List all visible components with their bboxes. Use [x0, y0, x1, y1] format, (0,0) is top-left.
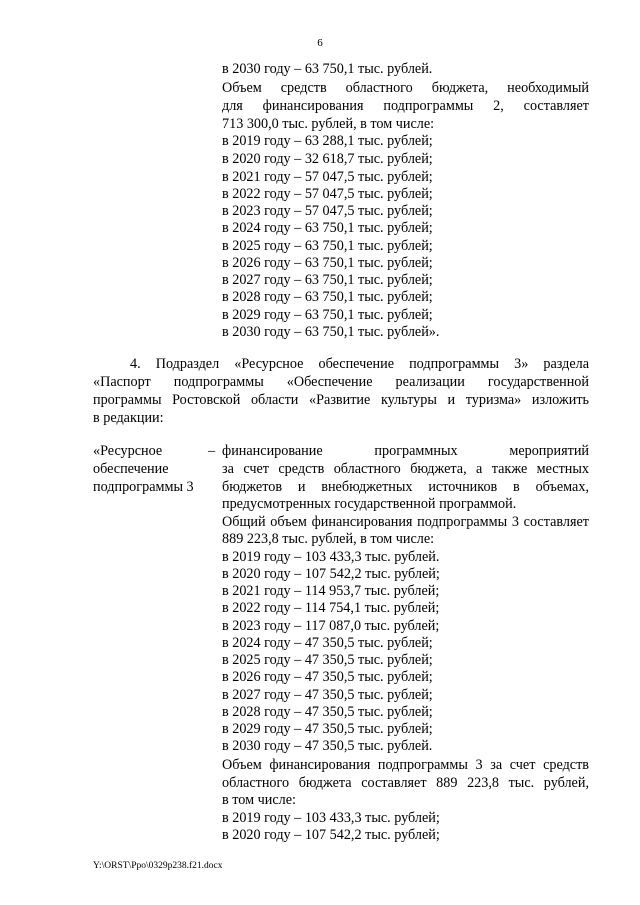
text-line: в 2025 году – 63 750,1 тыс. рублей; — [222, 238, 433, 254]
text-line: в 2022 году – 114 754,1 тыс. рублей; — [222, 600, 440, 616]
text-line: в 2020 году – 32 618,7 тыс. рублей; — [222, 151, 433, 167]
text-line: финансирование программных мероприятий — [222, 443, 589, 459]
text-line: в 2024 году – 47 350,5 тыс. рублей; — [222, 635, 433, 651]
text-line: Общий объем финансирования подпрограммы 3 составляет — [222, 514, 589, 530]
text-line: в 2021 году – 57 047,5 тыс. рублей; — [222, 169, 433, 185]
text-line: Объем финансирования подпрограммы 3 за счет средств — [222, 757, 589, 773]
text-line: в 2021 году – 114 953,7 тыс. рублей; — [222, 583, 440, 599]
text-line: в том числе: — [222, 792, 296, 808]
text-line: для финансирования подпрограммы 2, составляет — [222, 98, 589, 114]
page-number: 6 — [317, 37, 323, 49]
text-line: в 2020 году – 107 542,2 тыс. рублей; — [222, 827, 440, 843]
text-line: в 2027 году – 47 350,5 тыс. рублей; — [222, 687, 433, 703]
label-line: «Ресурсное — [93, 443, 163, 459]
text-line: предусмотренных государственной программой. — [222, 496, 517, 512]
text-line: в 2030 году – 47 350,5 тыс. рублей. — [222, 738, 433, 754]
text-line: «Паспорт подпрограммы «Обеспечение реализации государственной — [93, 374, 589, 390]
text-line: в редакции: — [93, 410, 164, 426]
text-line: бюджетов и внебюджетных источников в объемах, — [222, 479, 589, 495]
text-line: областного бюджета составляет 889 223,8 тыс. рублей, — [222, 775, 589, 791]
text-line: в 2026 году – 63 750,1 тыс. рублей; — [222, 255, 433, 271]
label-line: подпрограммы 3 — [93, 479, 194, 495]
text-line: в 2030 году – 63 750,1 тыс. рублей». — [222, 324, 440, 340]
text-line: в 2028 году – 47 350,5 тыс. рублей; — [222, 704, 433, 720]
text-line: в 2023 году – 57 047,5 тыс. рублей; — [222, 203, 433, 219]
text-line: в 2028 году – 63 750,1 тыс. рублей; — [222, 289, 433, 305]
text-line: в 2024 году – 63 750,1 тыс. рублей; — [222, 220, 433, 236]
text-line: 889 223,8 тыс. рублей, в том числе: — [222, 531, 435, 547]
text-line: в 2029 году – 47 350,5 тыс. рублей; — [222, 721, 433, 737]
text-line: в 2026 году – 47 350,5 тыс. рублей; — [222, 669, 433, 685]
text-line: в 2019 году – 103 433,3 тыс. рублей; — [222, 810, 440, 826]
text-line: 4. Подраздел «Ресурсное обеспечение подпрограммы 3» раздела — [130, 356, 589, 372]
text-line: в 2019 году – 63 288,1 тыс. рублей; — [222, 133, 433, 149]
text-line: в 2022 году – 57 047,5 тыс. рублей; — [222, 186, 433, 202]
text-line: в 2020 году – 107 542,2 тыс. рублей; — [222, 566, 440, 582]
text-line: в 2029 году – 63 750,1 тыс. рублей; — [222, 307, 433, 323]
text-line: программы Ростовской области «Развитие культуры и туризма» изложить — [93, 392, 589, 408]
text-line: Объем средств областного бюджета, необходимый — [222, 80, 589, 96]
text-line: в 2019 году – 103 433,3 тыс. рублей. — [222, 549, 440, 565]
text-line: 713 300,0 тыс. рублей, в том числе: — [222, 116, 435, 132]
text-line: в 2023 году – 117 087,0 тыс. рублей; — [222, 618, 440, 634]
text-line: в 2030 году – 63 750,1 тыс. рублей. — [222, 61, 433, 77]
text-line: за счет средств областного бюджета, а также местных — [222, 461, 589, 477]
text-line: в 2025 году – 47 350,5 тыс. рублей; — [222, 652, 433, 668]
dash-separator: – — [208, 443, 216, 459]
file-path-footer: Y:\ORST\Ppo\0329p238.f21.docx — [93, 861, 223, 871]
text-line: в 2027 году – 63 750,1 тыс. рублей; — [222, 272, 433, 288]
label-line: обеспечение — [93, 461, 169, 477]
